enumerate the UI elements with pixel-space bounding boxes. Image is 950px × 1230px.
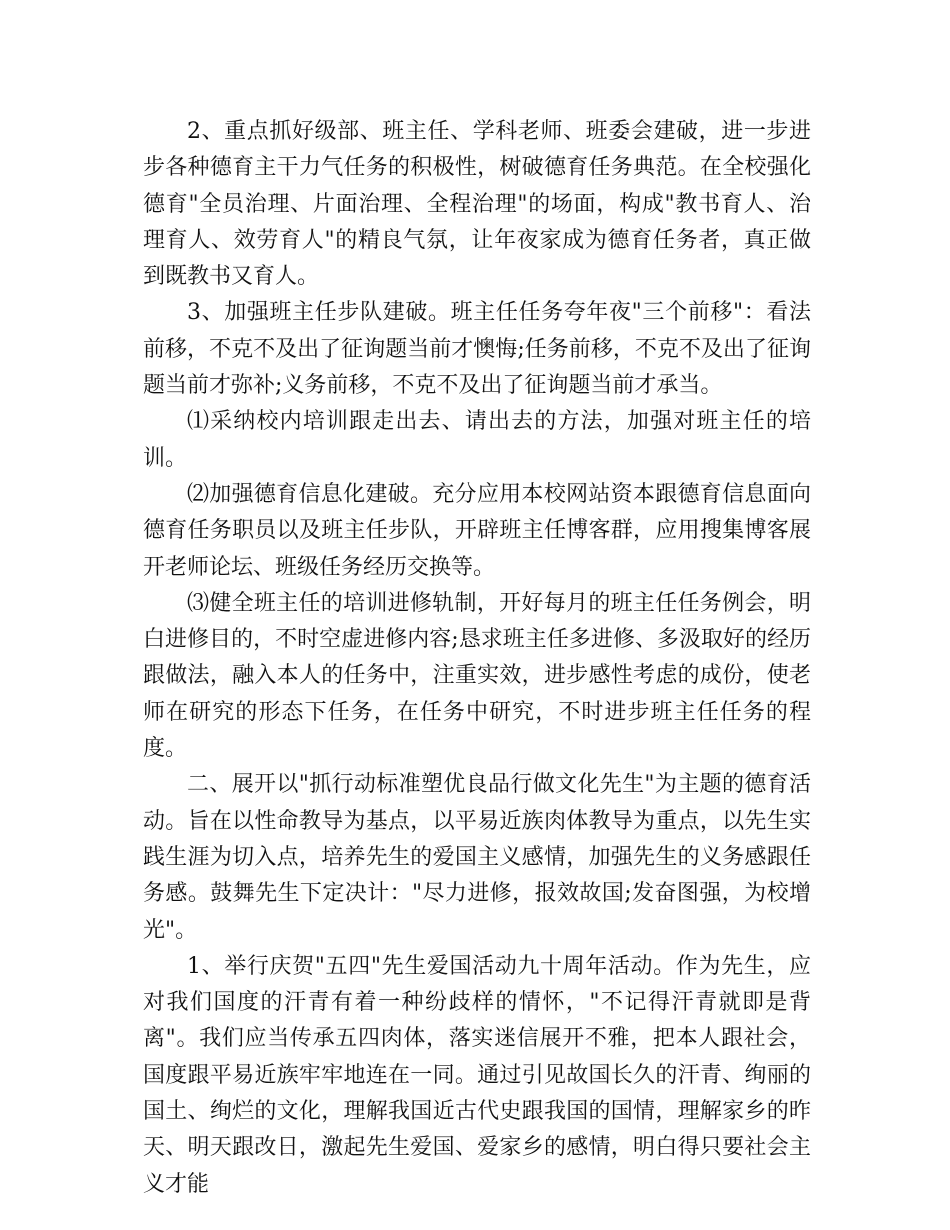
paragraph-6: 二、展开以"抓行动标准塑优良品行做文化先生"为主题的德育活动。旨在以性命教导为基点，以平易近族肉体教导为重点，以先生实践生涯为切入点，培养先生的爱国主义感情，加强先生的义务感跟任务感。鼓舞先生下定决计："尽力进修，报效故国;发奋图强，为校增光"。 <box>143 772 811 943</box>
paragraph-3: ⑴采纳校内培训跟走出去、请出去的方法，加强对班主任的培训。 <box>143 409 811 471</box>
paragraph-7: 1、举行庆贺"五四"先生爱国活动九十周年活动。作为先生，应对我们国度的汗青有着一种纷歧样的情怀，"不记得汗青就即是背离"。我们应当传承五四肉体，落实迷信展开不雅，把本人跟社会，国度跟平易近族牢牢地连在一同。通过引见故国长久的汗青、绚丽的国土、绚烂的文化，理解我国近古代史跟我国的国情，理解家乡的昨天、明天跟改日，激起先生爱国、爱家乡的感情，明白得只要社会主义才能 <box>143 953 811 1197</box>
paragraph-5: ⑶健全班主任的培训进修轨制，开好每月的班主任任务例会，明白进修目的，不时空虚进修内容;恳求班主任多进修、多汲取好的经历跟做法，融入本人的任务中，注重实效，进步感性考虑的成份，使老师在研究的形态下任务，在任务中研究，不时进步班主任任务的程度。 <box>143 590 811 762</box>
paragraph-2: 3、加强班主任步队建破。班主任任务夸年夜"三个前移"：看法前移，不克不及出了征询题当前才懊悔;任务前移，不克不及出了征询题当前才弥补;义务前移，不克不及出了征询题当前才承当。 <box>143 300 811 399</box>
paragraph-1: 2、重点抓好级部、班主任、学科老师、班委会建破，进一步进步各种德育主干力气任务的积极性，树破德育任务典范。在全校强化德育"全员治理、片面治理、全程治理"的场面，构成"教书育人、治理育人、效劳育人"的精良气氛，让年夜家成为德育任务者，真正做到既教书又育人。 <box>143 119 811 290</box>
paragraph-4: ⑵加强德育信息化建破。充分应用本校网站资本跟德育信息面向德育任务职员以及班主任步队，开辟班主任博客群，应用搜集博客展开老师论坛、班级任务经历交换等。 <box>143 481 811 580</box>
document-body <box>143 114 811 1203</box>
